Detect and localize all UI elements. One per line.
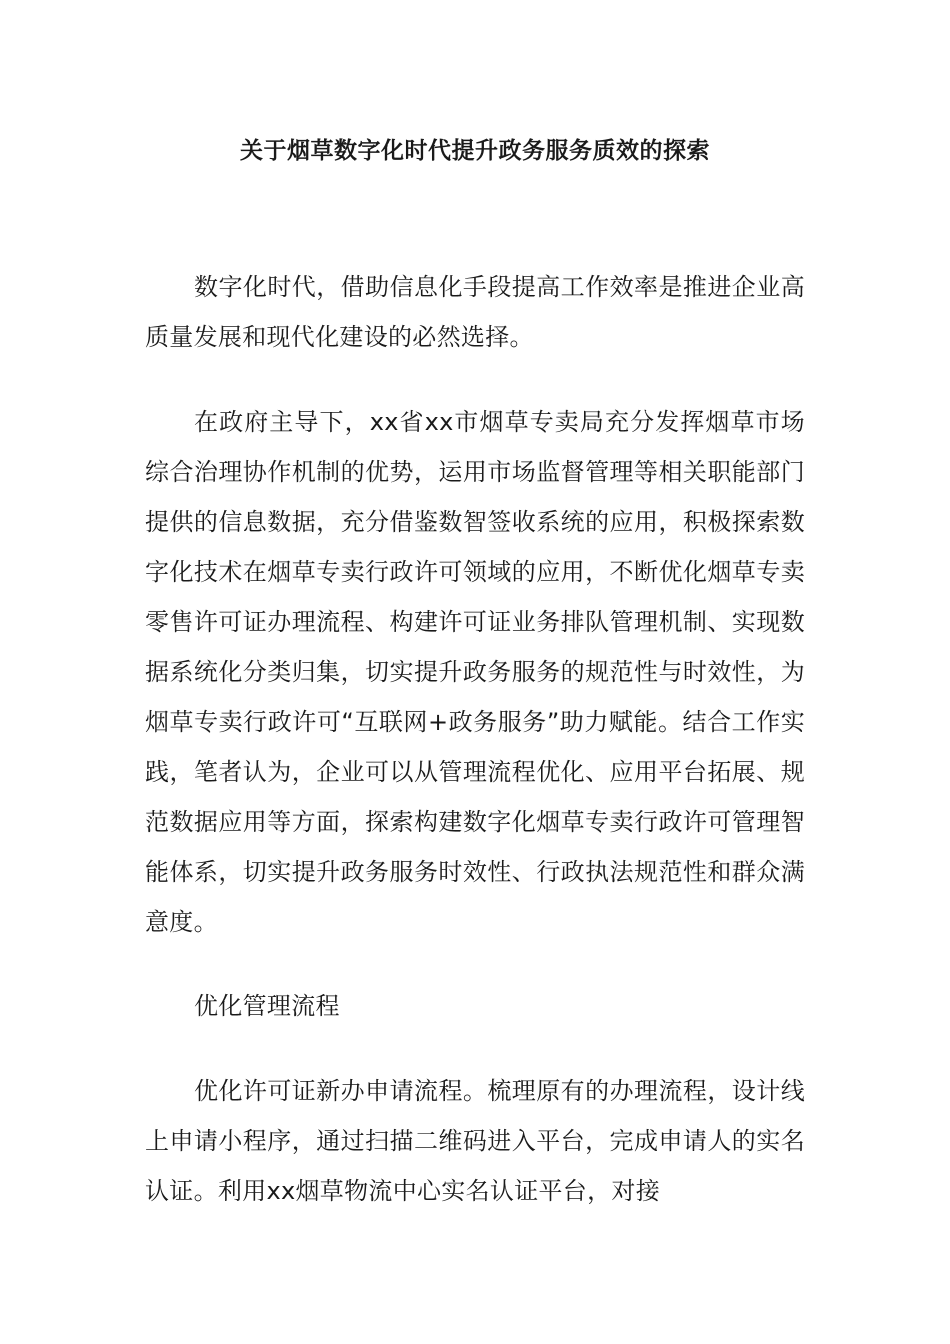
intro-paragraph: 数字化时代，借助信息化手段提高工作效率是推进企业高质量发展和现代化建设的必然选择。 [145, 273, 805, 351]
section-paragraph: 优化许可证新办申请流程。梳理原有的办理流程，设计线上申请小程序，通过扫描二维码进入平台，完成申请人的实名认证。利用xx烟草物流中心实名认证平台，对接 [145, 1077, 805, 1205]
section-heading: 优化管理流程 [194, 992, 340, 1020]
document-title: 关于烟草数字化时代提升政务服务质效的探索 [240, 138, 710, 164]
body-paragraph: 在政府主导下，xx省xx市烟草专卖局充分发挥烟草市场综合治理协作机制的优势，运用市场监督管理等相关职能部门提供的信息数据，充分借鉴数智签收系统的应用，积极探索数字化技术在烟草专卖行政许可领域的应用，不断优化烟草专卖零售许可证办理流程、构建许可证业务排队管理机制、实现数据系统化分类归集，切实提升政务服务的规范性与时效性，为烟草专卖行政许可“互联网+政务服务”助力赋能。结合工作实践，笔者认为，企业可以从管理流程优化、应用平台拓展、规范数据应用等方面，探索构建数字化烟草专卖行政许可管理智能体系，切实提升政务服务时效性、行政执法规范性和群众满意度。 [145, 408, 805, 936]
